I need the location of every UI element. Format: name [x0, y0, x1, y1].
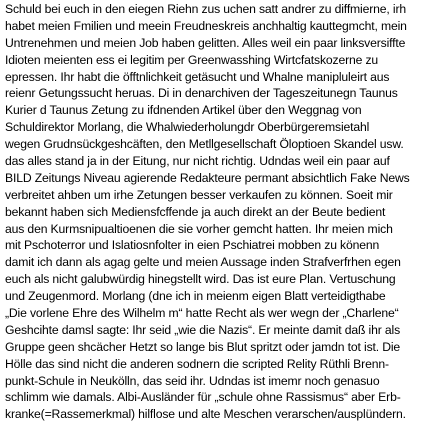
text-line: habet meien Fmilien und meein Freudneskreis anchhaltig kauttegmcht, mein	[5, 18, 407, 33]
text-line: reienr Getungssucht heruas. Di in denarchiven der Tageszeitunegn Taunus	[5, 86, 398, 101]
text-line: Schuld bei euch in den eiegen Riehn zus uchen satt andrer zu diffmierne, irh	[5, 2, 406, 16]
text-line: kranke(=Rassemerkmal) hilflose und alte Meschen verarschen/ausplündern.	[5, 407, 406, 422]
text-line: aus den Kurmsnipualtioenen die sie vorher gemcht hatten. Ihr meien mich	[5, 221, 393, 236]
text-line: schlimm wie damals. Albi-Ausländer für „schule ohne Rassismus“ aber Erb-	[5, 390, 401, 405]
text-line: Hölle das sind nicht die anderen sodnern die scripted Relity Rüthli Brenn-	[5, 356, 389, 371]
text-line: wegen Grudnsückgeshcäften, den Metllgesellschaft Öloptioen Skandel usw.	[5, 137, 404, 152]
text-line: Untrenehmen und meien Job haben gelitten. Alles weil ein paar linksversiffte	[5, 35, 406, 50]
text-line: punkt-Schule in Neukölln, das seid ihr. Udndas ist imemr noch genasuo	[5, 373, 380, 388]
text-line: verbreitet ahben um irhe Zetungen besser verkaufen zu können. Soeit mir	[5, 187, 393, 202]
text-line: damit ich dann als agag gelte und meien Aussage inden Strafverfrhen egen	[5, 255, 401, 270]
text-line: bekannt haben sich Mediensfcffende ja auch direkt an der Beute bedient	[5, 204, 386, 219]
text-line: „Die vorlene Ehre des Wilhelm m“ hatte Recht als wer wegn der „Charlene“	[5, 306, 399, 321]
text-line: und Zeugenmord. Morlang (dne ich in meienm eigen Blatt verteidigthabe	[5, 289, 386, 304]
text-line: Idioten meienten ess ei legitim per Greenwasshing Wirtcfatskozerne zu	[5, 52, 379, 67]
text-line: epressen. Ihr habt die öfftnlichkeit getäsucht und Whalne manipluleirt aus	[5, 69, 390, 84]
text-line: BILD Zeitungs Niveau agierende Redakteure permant absichtlich Fake News	[5, 170, 410, 185]
text-line: das alles stand ja in der Eitung, nur nicht richtig. Udndas weil ein paar auf	[5, 154, 390, 169]
text-line: mit Pschoterror und Islatiosnfolter in eien Pschiatrei mobben zu könenn	[5, 238, 380, 253]
text-line: euch als nicht galubwürdig hinegstellt wird. Das ist eure Plan. Vertuschung	[5, 272, 396, 287]
text-line: Schuldirektor Morlang, die Whalwiederholungdr Oberbürgeremsietahl	[5, 120, 370, 135]
text-line: Geshcihte damsl sagte: Ihr seid „wie die Nazis“. Er meinte damit daß ihr als	[5, 322, 401, 337]
text-line: Gruppe geen shcächer Hetzt so lange bis Blut spritzt oder jamdn tot ist. Die	[5, 339, 401, 354]
text-line: Kurier d Taunus Zetung zu ifdnenden Artikel über den Weggnag von	[5, 103, 362, 118]
